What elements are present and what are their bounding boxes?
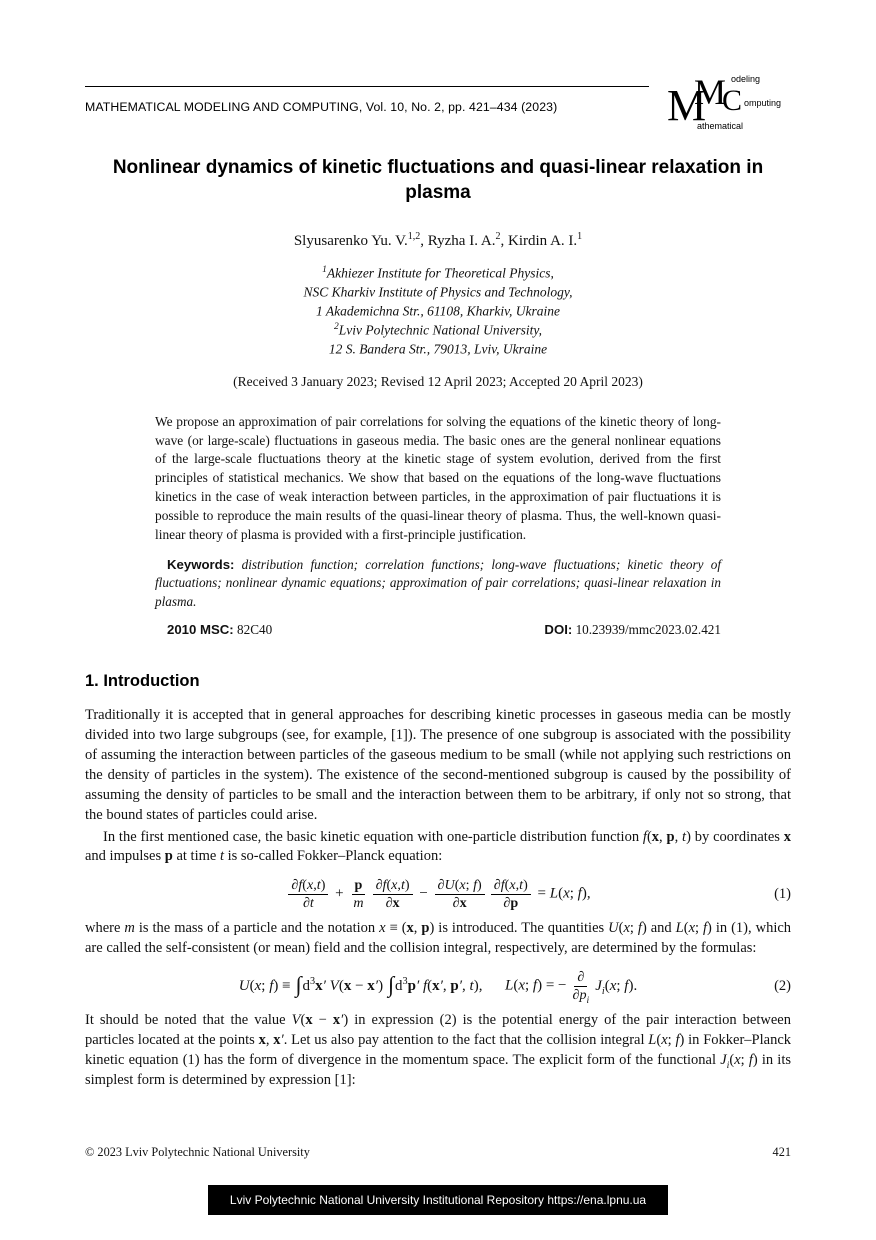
msc-entry <box>167 622 272 638</box>
page-number: 421 <box>772 1145 791 1159</box>
doi-label: DOI: <box>544 622 573 638</box>
doi-value: 10.23939/mmc2023.02.421 <box>575 622 721 638</box>
affiliation-text: 1 Akademichna Str., 61108, Kharkiv, Ukraine <box>315 303 561 319</box>
author <box>428 233 508 249</box>
received-line: (Received 3 January 2023; Revised 12 April 2023; Accepted 20 April 2023) <box>233 373 643 389</box>
paragraph-intro-2: In the first mentioned case, the basic kinetic equation with one-particle distribution function f(x, p, t) by coordinates x and impulses p at time t is so-called Fokker–Planck equation: <box>85 828 792 865</box>
affiliation-line <box>85 340 791 359</box>
author-name: Slyusarenko Yu. V. <box>293 233 408 250</box>
equation-2-body: U(x; $f) \equiv \int d^3x'$ V(x − x′) $\int d^3p'$ f(x′, p′, t), L(x; f) = − $\frac{\partial}{\partial p_i}$ $J_i(x$; f). <box>238 969 638 1006</box>
author-separator: , <box>500 233 508 250</box>
logo-letter-m-mathematical: M <box>667 81 707 130</box>
repository-bar: Lviv Polytechnic National University Institutional Repository https://ena.lpnu.ua <box>208 1185 668 1215</box>
authors-line <box>85 231 791 250</box>
paper-title: Nonlinear dynamics of kinetic fluctuations and quasi-linear relaxation in plasma <box>112 157 764 203</box>
affiliation-text: NSC Kharkiv Institute of Physics and Technology, <box>303 284 573 300</box>
author <box>508 233 582 249</box>
author <box>294 233 428 249</box>
paragraph-intro-1: Traditionally it is accepted that in general approaches for describing kinetic processes in gaseous media can be mostly divided into two large subgroups (see, for example, [1]). The presence of one subgroup is associated with the possibility of assuming the interaction between particles of the gaseous medium to be small (while not applying such restrictions on the density of particles in the system). The existence of the second-mentioned subgroup is caused by the possibility of assuming the density of particles to be small and the interaction between them to be arbitrary, if only not so strong, that the bound states of particles could arise. <box>85 707 791 823</box>
keywords-paragraph <box>155 556 721 611</box>
page-footer <box>85 1145 791 1160</box>
journal-header <box>85 72 791 131</box>
affiliation-text: Akhiezer Institute for Theoretical Physics, <box>326 265 554 281</box>
logo-word-mathematical: athematical <box>697 121 744 131</box>
author-affil-ref: 1 <box>577 231 583 243</box>
equation-2-tag: (2) <box>774 977 791 994</box>
equation-1-tag: (1) <box>774 885 791 902</box>
affiliation-text: 12 S. Bandera Str., 79013, Lviv, Ukraine <box>328 341 548 357</box>
author-separator: , <box>420 233 428 250</box>
keywords-label: Keywords: <box>167 556 235 572</box>
affiliation-line <box>85 283 791 302</box>
section-heading-introduction: 1. Introduction <box>85 672 200 691</box>
author-affil-ref: 1,2 <box>407 231 421 243</box>
affiliation-line <box>85 302 791 321</box>
equation-2 <box>85 969 791 1006</box>
equation-1 <box>85 877 791 911</box>
header-rule <box>85 86 649 87</box>
msc-label: 2010 MSC: <box>167 622 234 638</box>
logo-letter-m-modeling: M <box>694 72 727 112</box>
msc-doi-row <box>155 622 721 638</box>
affiliations <box>85 264 791 358</box>
doi-entry <box>544 622 721 638</box>
equation-1-body: $\frac{\partial f(x,t)}{\partial t}$ + $\frac{p}{m}$ $\frac{\partial f(x,t)}{\partial x}$ − $\frac{\partial U(x; f)}{\partial x}$ $\frac{\partial f(x,t)}{\partial p}$ = L(x; f), <box>133 877 743 911</box>
journal-logo <box>667 74 791 134</box>
abstract-text: We propose an approximation of pair correlations for solving the equations of the kinetic theory of long-wave (or large-scale) fluctuations in gaseous media. The basic ones are the general nonlinear equations of the large-scale fluctuations theory at the kinetic stage of system evolution, derived from the first principles of statistical mechanics. We show that based on the equations of the long-wave fluctuations kinetics in the case of weak interaction between particles, in the approximation of pair fluctuations it is possible to reproduce the main results of the quasi-linear theory of plasma. Thus, the well-known quasi-linear theory of plasma is provided with a first-principle justification. <box>155 413 721 543</box>
affiliation-text: Lviv Polytechnic National University, <box>338 322 542 338</box>
affiliation-marker: 2 <box>334 321 339 332</box>
logo-word-computing: omputing <box>744 98 782 108</box>
msc-value: 82C40 <box>237 622 273 638</box>
author-name: Ryzha I. A. <box>427 233 496 250</box>
logo-word-modeling: odeling <box>731 74 761 84</box>
affiliation-line <box>85 321 791 340</box>
journal-line: MATHEMATICAL MODELING AND COMPUTING, Vol. 10, No. 2, pp. 421–434 (2023) <box>85 100 558 114</box>
keywords-text: distribution function; correlation functions; long-wave fluctuations; kinetic theory of fluctuations; nonlinear dynamic equations; approximation of pair correlations; quasi-linear relaxation in plasma. <box>155 556 722 609</box>
affiliation-marker: 1 <box>322 265 327 276</box>
author-name: Kirdin A. I. <box>507 233 578 250</box>
paragraph-intro-3: where m is the mass of a particle and the notation x ≡ (x, p) is introduced. The quantities U(x; f) and L(x; f) in (1), which are called the self-consistent (or mean) field and the collision integral, respectively, are determined by the formulas: <box>85 920 792 957</box>
repository-bar-wrapper <box>0 1185 876 1215</box>
logo-letter-c-computing: C <box>722 84 743 117</box>
author-affil-ref: 2 <box>495 231 501 243</box>
affiliation-line <box>85 264 791 283</box>
copyright-notice: © 2023 Lviv Polytechnic National University <box>85 1145 310 1159</box>
paragraph-intro-4: It should be noted that the value V(x − x′) in expression (2) is the potential energy of the pair interaction between particles located at the points x, x′. Let us also pay attention to the fact that the collision integral L(x; f) in Fokker–Planck kinetic equation (1) has the form of divergence in the momentum space. The explicit form of the functional $J_i(x$; f) in its simplest form is determined by expression [1]: <box>85 1012 792 1089</box>
